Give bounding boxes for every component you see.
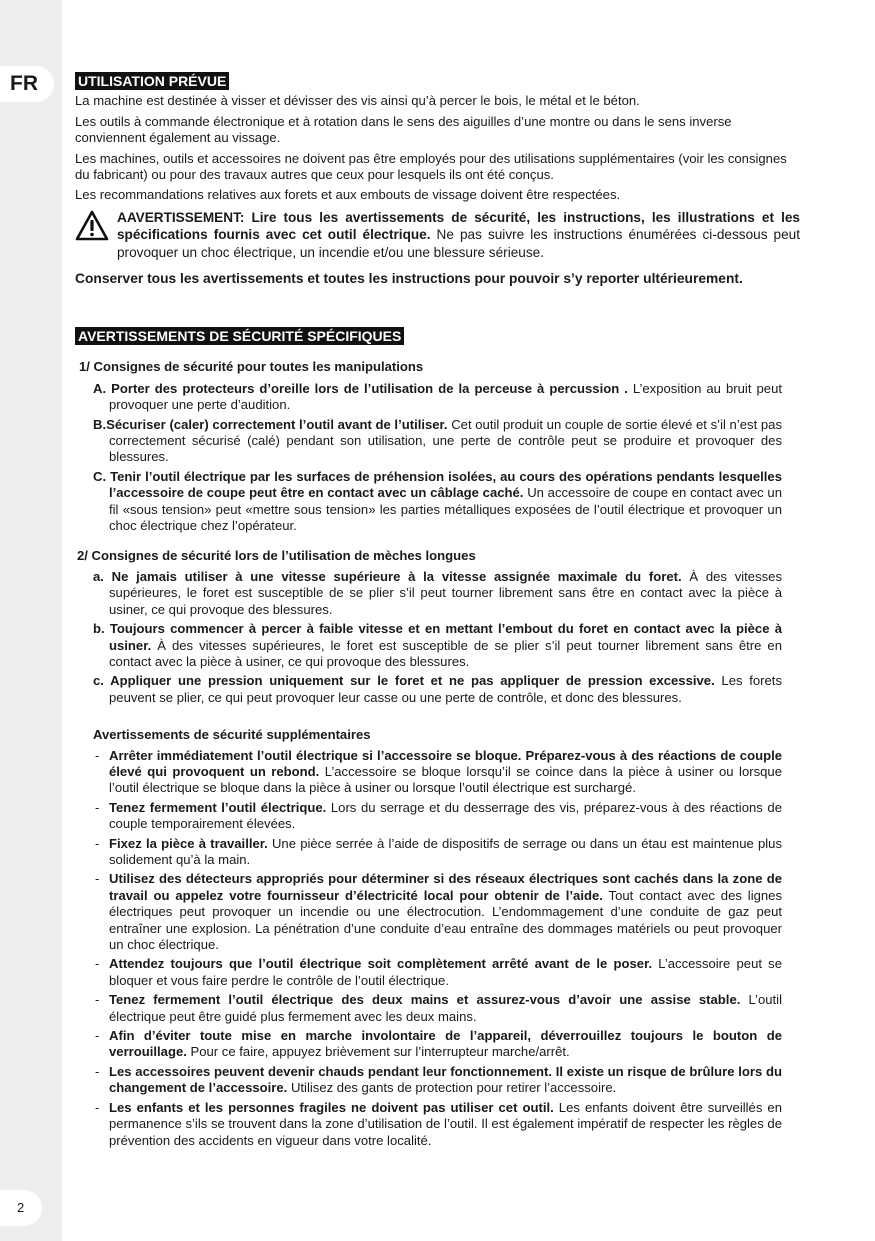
extra-warnings-title: Avertissements de sécurité supplémentaires — [93, 727, 371, 743]
list-item: - Arrêter immédiatement l’outil électrique si l’accessoire se bloque. Préparez-vous à des réactions de couple élevé qui provoquent un rebond. L’accessoire se bloque lorsqu’il se coince dans la pièce à usiner ou lorsque l’outil électrique se bloque dans la pièce à usiner ou lorsque l’outil électrique est surchargé. — [95, 747, 783, 796]
list-item: C. Tenir l’outil électrique par les surfaces de préhension isolées, au cours des opérations pendants lesquelles l’accessoire de coupe peut être en contact avec un câblage caché. Un accessoire de coupe en contact avec un fil «sous tension» peut «mettre sous tension» les parties métalliques exposées de l’outil électrique et provoquer un choc électrique chez l’opérateur. — [93, 468, 782, 534]
list-item: - Utilisez des détecteurs appropriés pour déterminer si des réseaux électriques sont cachés dans la zone de travail ou appelez votre fournisseur d’électricité local pour obtenir de l’aide. Tout contact avec des lignes électriques peut provoquer un incendie ou une électrocution. L’endommagement d’une conduite de gaz peut entraîner une explosion. La pénétration d’une conduite d’eau entraîne des dommages matériels ou peut provoquer un choc électrique. — [95, 871, 783, 953]
paragraph: Les machines, outils et accessoires ne doivent pas être employés pour des utilisations supplémentaires (voir les consignes du fabricant) ou pour des travaux autres que ceux pour lesquels ils ont été conçus. — [75, 150, 787, 183]
document-body — [75, 72, 800, 1152]
group-title: 1/ Consignes de sécurité pour toutes les manipulations — [79, 359, 424, 375]
section-heading: AVERTISSEMENTS DE SÉCURITÉ SPÉCIFIQUES — [75, 327, 800, 345]
list-item: - Attendez toujours que l’outil électrique soit complètement arrêté avant de le poser. L’accessoire peut se bloquer et vous faire perdre le contrôle de l’outil électrique. — [95, 956, 782, 988]
page-number: 2 — [0, 1190, 42, 1226]
list-item: - Fixez la pièce à travailler. Une pièce serrée à l’aide de dispositifs de serrage ou dans un étau est maintenue plus solidement qu’à la main. — [95, 835, 782, 867]
list-item: - Tenez fermement l’outil électrique. Lors du serrage et du desserrage des vis, préparez-vous à des réactions de couple temporairement élevées. — [95, 799, 782, 832]
warning-block — [75, 209, 800, 262]
paragraph: Les recommandations relatives aux forets et aux embouts de vissage doivent être respectées. — [75, 187, 621, 203]
warning-text: Ne pas suivre les instructions énumérées ci-dessous peut provoquer un choc électrique, un incendie et/ou une blessure sérieuse. — [117, 227, 800, 261]
list-item: - Les accessoires peuvent devenir chauds pendant leur fonctionnement. Il existe un risque de brûlure lors du changement de l’accessoire. Utilisez des gants de protection pour retirer l’accessoire. — [95, 1063, 782, 1096]
language-tab: FR — [0, 66, 54, 102]
warning-triangle-icon — [75, 210, 109, 242]
keep-instructions-note: Conserver tous les avertissements et toutes les instructions pour pouvoir s’y reporter ultérieurement. — [75, 270, 743, 286]
warning-bold: AAVERTISSEMENT: Lire tous les avertissements de sécurité, les instructions, les illustrations et les spécifications fournis avec cet outil électrique. — [117, 209, 800, 243]
page-margin — [0, 0, 62, 1241]
list-item: - Les enfants et les personnes fragiles ne doivent pas utiliser cet outil. Les enfants doivent être surveillés en permanence s’ils se trouvent dans la zone d’utilisation de l’outil. Il est également impératif de respecter les règles de prévention des accidents en vigueur dans votre localité. — [95, 1099, 782, 1148]
list-item: - Tenez fermement l’outil électrique des deux mains et assurez-vous d’avoir une assise stable. L’outil électrique peut être guidé plus fermement avec les deux mains. — [95, 992, 782, 1024]
list-item: a. Ne jamais utiliser à une vitesse supérieure à la vitesse assignée maximale du foret. À des vitesses supérieures, le foret est susceptible de se plier s’il peut tourner librement sans être en contact avec la pièce à usiner, ce qui provoque des blessures. — [93, 568, 782, 617]
list-item: - Afin d’éviter toute mise en marche involontaire de l’appareil, déverrouillez toujours le bouton de verrouillage. Pour ce faire, appuyez brièvement sur l’interrupteur marche/arrêt. — [95, 1028, 782, 1060]
list-item: c. Appliquer une pression uniquement sur le foret et ne pas appliquer de pression excessive. Les forets peuvent se plier, ce qui peut provoquer leur casse ou une perte de contrôle, et donc des blessures. — [93, 673, 782, 705]
paragraph: Les outils à commande électronique et à rotation dans le sens des aiguilles d’une montre ou dans le sens inverse conviennent également au vissage. — [75, 113, 732, 146]
section-heading: UTILISATION PRÉVUE — [75, 72, 800, 90]
paragraph: La machine est destinée à visser et dévisser des vis ainsi qu’à percer le bois, le métal et le béton. — [75, 93, 640, 109]
group-title: 2/ Consignes de sécurité lors de l’utilisation de mèches longues — [77, 547, 476, 563]
list-item: A. Porter des protecteurs d’oreille lors de l’utilisation de la perceuse à percussion . L’exposition au bruit peut provoquer une perte d’audition. — [93, 380, 783, 413]
list-item: b. Toujours commencer à percer à faible vitesse et en mettant l’embout du foret en contact avec la pièce à usiner. À des vitesses supérieures, le foret est susceptible de se plier s’il peut tourner librement sans être en contact avec la pièce à usiner, ce qui provoque des blessures. — [93, 621, 782, 669]
list-item: B.Sécuriser (caler) correctement l’outil avant de l’utiliser. Cet outil produit un couple de sortie élevé et s’il n’est pas correctement sécurisé (calé) pendant son utilisation, une perte de contrôle peut se produire et provoquer des blessures. — [93, 416, 782, 465]
